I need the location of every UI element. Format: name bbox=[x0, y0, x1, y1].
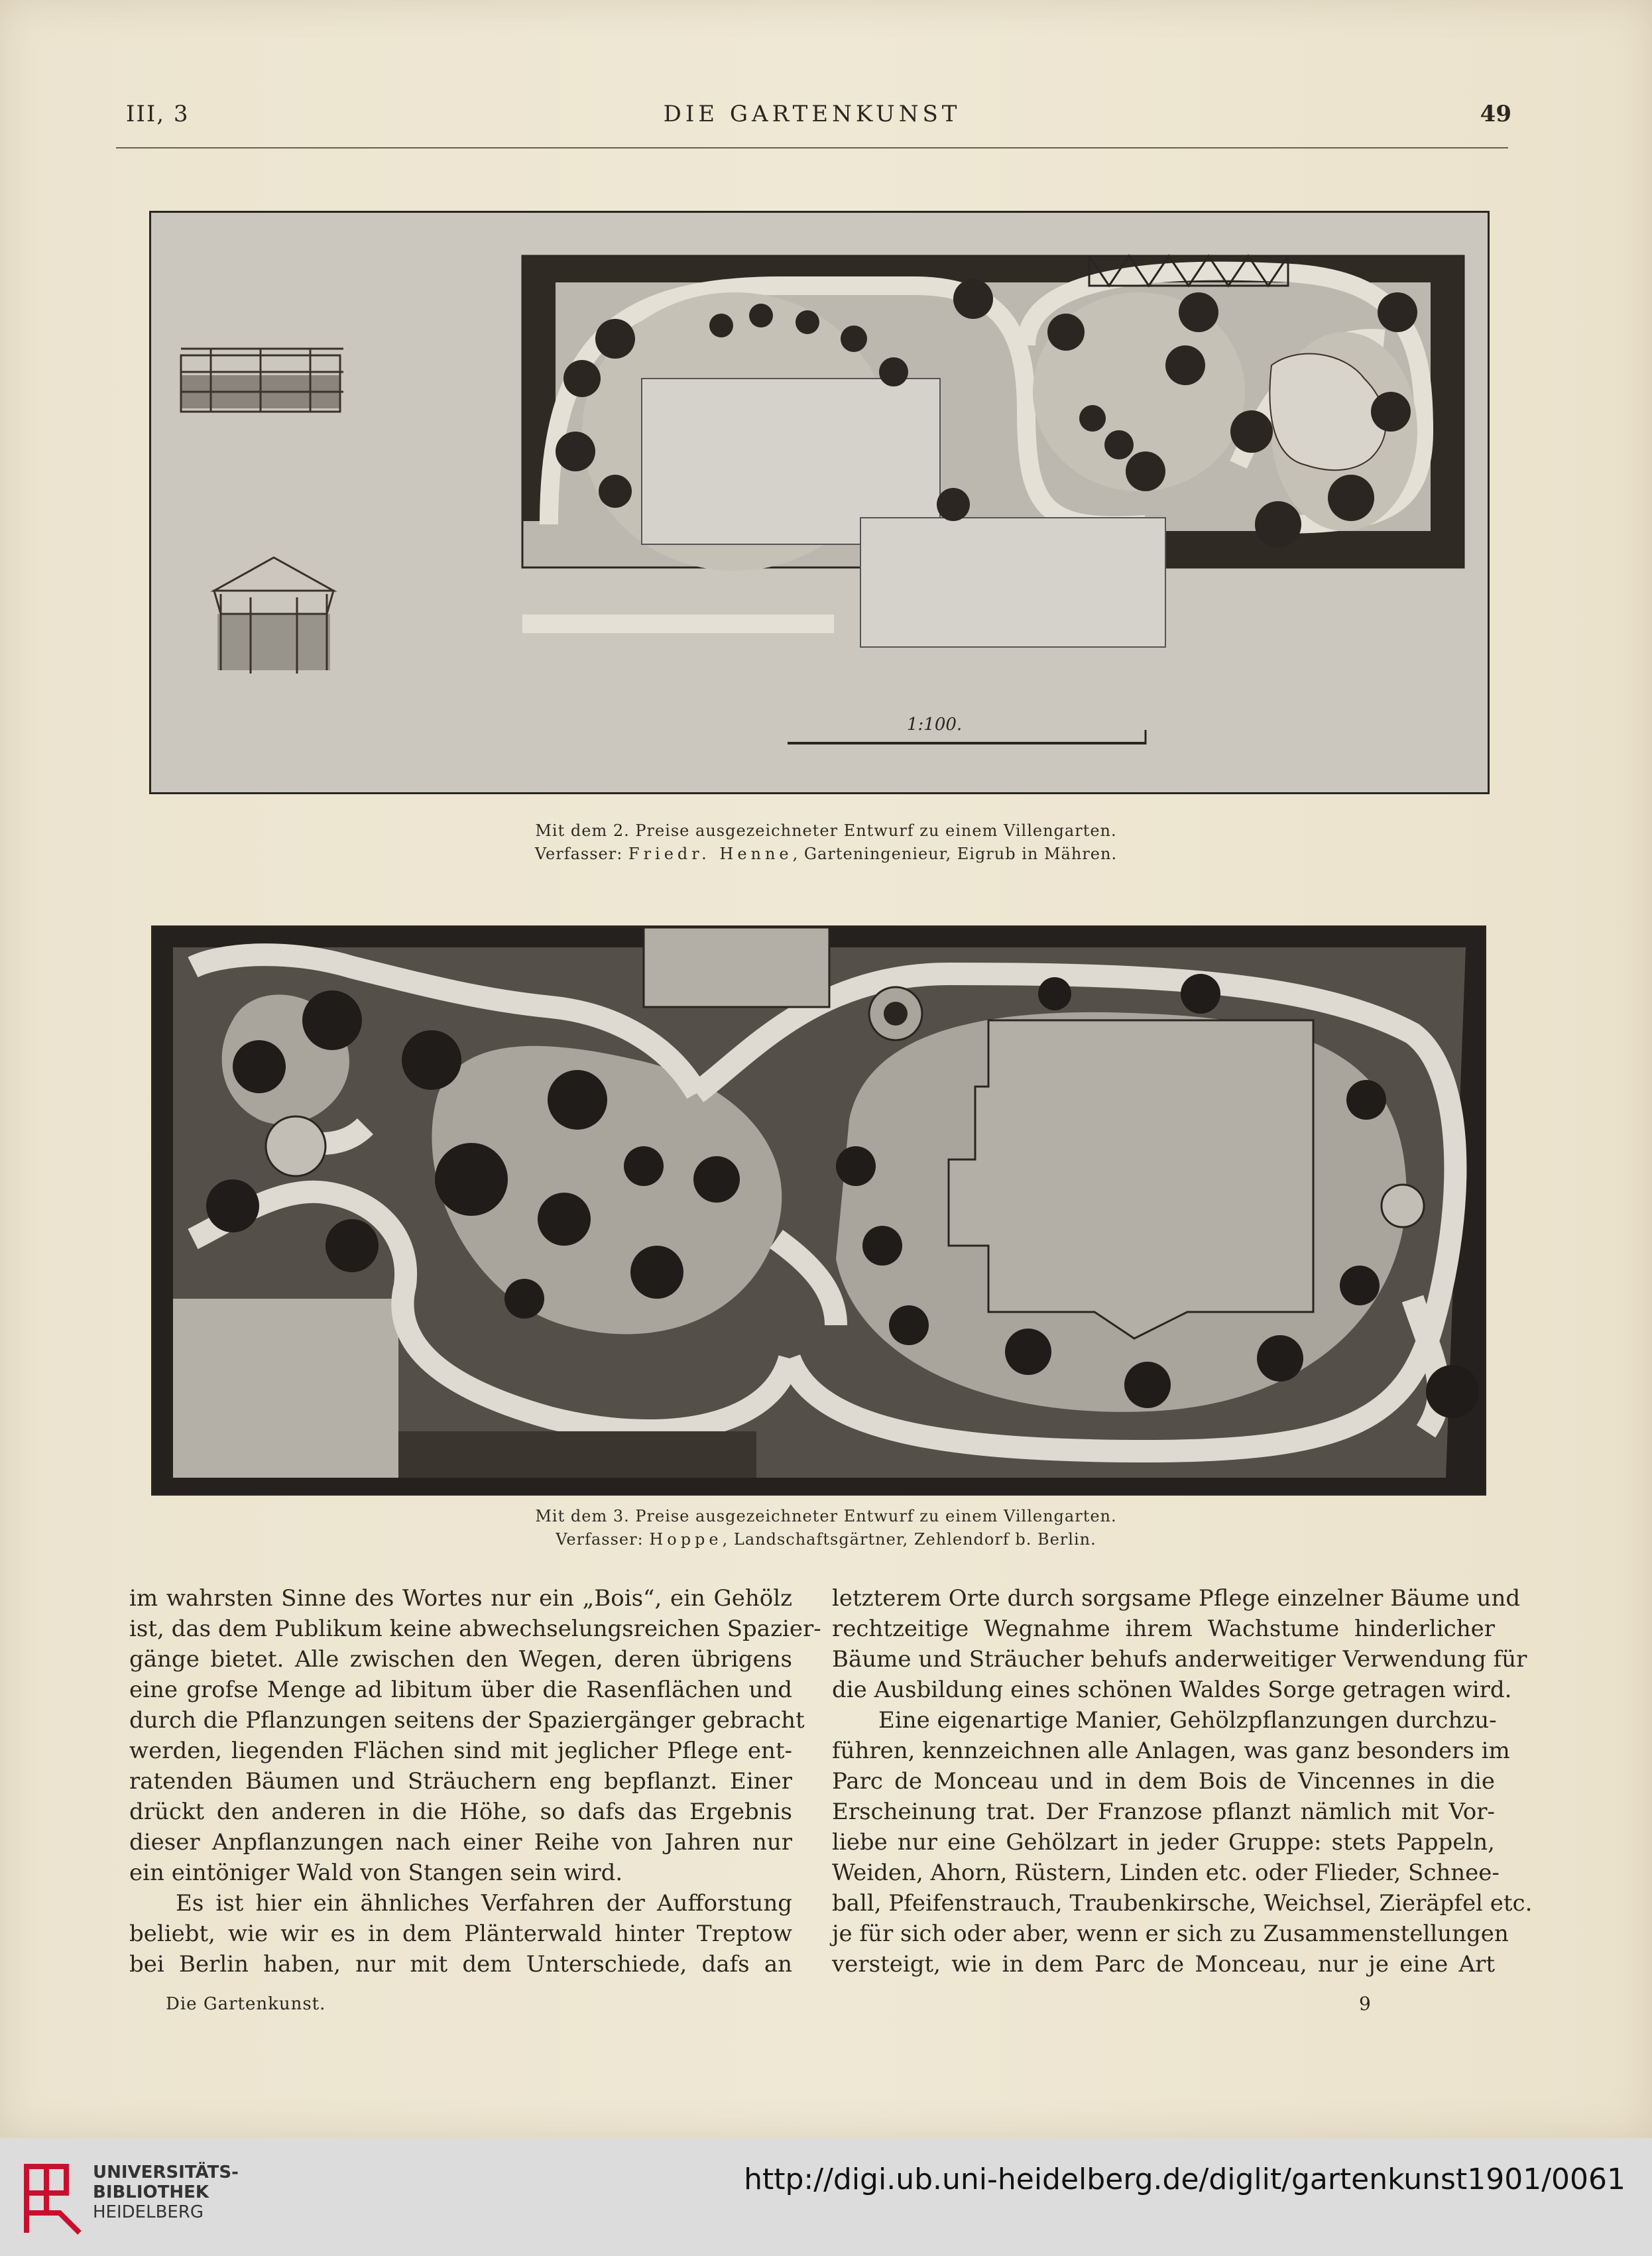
garden-plan-1-drawing bbox=[151, 213, 1488, 792]
text-line: führen, kennzeichnen alle Anlagen, was ganz besonders im bbox=[832, 1738, 1510, 1764]
text-line: beliebt, wie wir es in dem Plänterwald hinter Treptow bbox=[129, 1921, 792, 1947]
running-header bbox=[113, 101, 1511, 141]
text-line: ratenden Bäumen und Sträuchern eng bepflanzt. Einer bbox=[129, 1768, 792, 1795]
text-line: Bäume und Sträucher behufs anderweitiger Verwendung für bbox=[832, 1646, 1527, 1673]
text-line: ein eintöniger Wald von Stangen sein wird. bbox=[129, 1860, 623, 1886]
text-line: Es ist hier ein ähnliches Verfahren der Aufforstung bbox=[176, 1890, 792, 1917]
text-line: drückt den anderen in die Höhe, so dafs das Ergebnis bbox=[129, 1799, 792, 1825]
volume-label: III, 3 bbox=[126, 101, 190, 127]
plate2-caption-prefix: Verfasser: bbox=[556, 1530, 650, 1549]
garden-plan-plate-2 bbox=[151, 925, 1486, 1496]
text-line: eine grofse Menge ad libitum über die Rasenflächen und bbox=[129, 1677, 792, 1703]
text-line: liebe nur eine Gehölzart in jeder Gruppe: stets Pappeln, bbox=[832, 1829, 1495, 1856]
text-line: je für sich oder aber, wenn er sich zu Zusammenstellungen bbox=[832, 1921, 1509, 1947]
library-name-line3: HEIDELBERG bbox=[93, 2202, 204, 2222]
text-line: gänge bietet. Alle zwischen den Wegen, deren übrigens bbox=[129, 1646, 792, 1673]
library-name-line2: BIBLIOTHEK bbox=[93, 2182, 209, 2202]
text-line: dieser Anpflanzungen nach einer Reihe von Jahren nur bbox=[129, 1829, 792, 1856]
digitization-url-link[interactable]: http://digi.ub.uni-heidelberg.de/diglit/gartenkunst1901/0061 bbox=[744, 2163, 1625, 2196]
plate2-author-name: Hoppe bbox=[649, 1530, 723, 1549]
page-number: 49 bbox=[1480, 101, 1511, 127]
plate1-author-name: Friedr. Henne bbox=[628, 845, 793, 863]
plate2-caption-line1: Mit dem 3. Preise ausgezeichneter Entwurf zu einem Villengarten. bbox=[535, 1507, 1117, 1525]
plate1-caption-prefix: Verfasser: bbox=[534, 845, 628, 863]
text-line: versteigt, wie in dem Parc de Monceau, nur je eine Art bbox=[832, 1951, 1495, 1978]
garden-plan-2-drawing bbox=[153, 927, 1484, 1494]
garden-plan-plate-1 bbox=[149, 211, 1490, 794]
footer-signature-mark: 9 bbox=[1359, 1993, 1371, 2015]
text-line: Erscheinung trat. Der Franzose pflanzt nämlich mit Vor- bbox=[832, 1799, 1495, 1825]
text-line: rechtzeitige Wegnahme ihrem Wachstume hinderlicher bbox=[832, 1616, 1495, 1642]
plate1-caption-line1: Mit dem 2. Preise ausgezeichneter Entwurf zu einem Villengarten. bbox=[535, 821, 1117, 840]
text-line: Eine eigenartige Manier, Gehölzpflanzungen durchzu- bbox=[878, 1707, 1497, 1734]
text-line: werden, liegenden Flächen sind mit jeglicher Pflege ent- bbox=[129, 1738, 792, 1764]
text-column-left bbox=[129, 1583, 821, 1980]
footer-journal-name: Die Gartenkunst. bbox=[166, 1994, 326, 2014]
journal-title: DIE GARTENKUNST bbox=[663, 101, 961, 127]
plate1-caption-suffix: , Garteningenieur, Eigrub in Mähren. bbox=[792, 845, 1118, 863]
text-line: bei Berlin haben, nur mit dem Unterschiede, dafs an bbox=[129, 1951, 792, 1978]
text-line: durch die Pflanzungen seitens der Spaziergänger gebracht bbox=[129, 1707, 805, 1734]
text-line: Weiden, Ahorn, Rüstern, Linden etc. oder Flieder, Schnee- bbox=[832, 1860, 1500, 1886]
plate2-caption-suffix: , Landschaftsgärtner, Zehlendorf b. Berlin. bbox=[722, 1530, 1096, 1549]
library-name-line1: UNIVERSITÄTS- bbox=[93, 2163, 239, 2182]
library-footer-bar bbox=[0, 2138, 1652, 2256]
text-line: ball, Pfeifenstrauch, Traubenkirsche, Weichsel, Zieräpfel etc. bbox=[832, 1890, 1533, 1917]
plate1-caption-line2 bbox=[0, 843, 1652, 865]
scale-label: 1:100. bbox=[907, 715, 963, 735]
text-line: letzterem Orte durch sorgsame Pflege einzelner Bäume und bbox=[832, 1585, 1521, 1612]
text-line: die Ausbildung eines schönen Waldes Sorge getragen wird. bbox=[832, 1677, 1512, 1703]
text-line: Parc de Monceau und in dem Bois de Vincennes in die bbox=[832, 1768, 1495, 1795]
plate2-caption-line2 bbox=[0, 1528, 1652, 1551]
text-line: ist, das dem Publikum keine abwechselungsreichen Spazier- bbox=[129, 1616, 821, 1642]
university-library-logo-icon bbox=[20, 2153, 86, 2239]
header-rule bbox=[116, 147, 1508, 148]
library-name bbox=[93, 2163, 239, 2222]
text-line: im wahrsten Sinne des Wortes nur ein „Bois“, ein Gehölz bbox=[129, 1585, 792, 1612]
text-column-right bbox=[832, 1583, 1533, 1980]
